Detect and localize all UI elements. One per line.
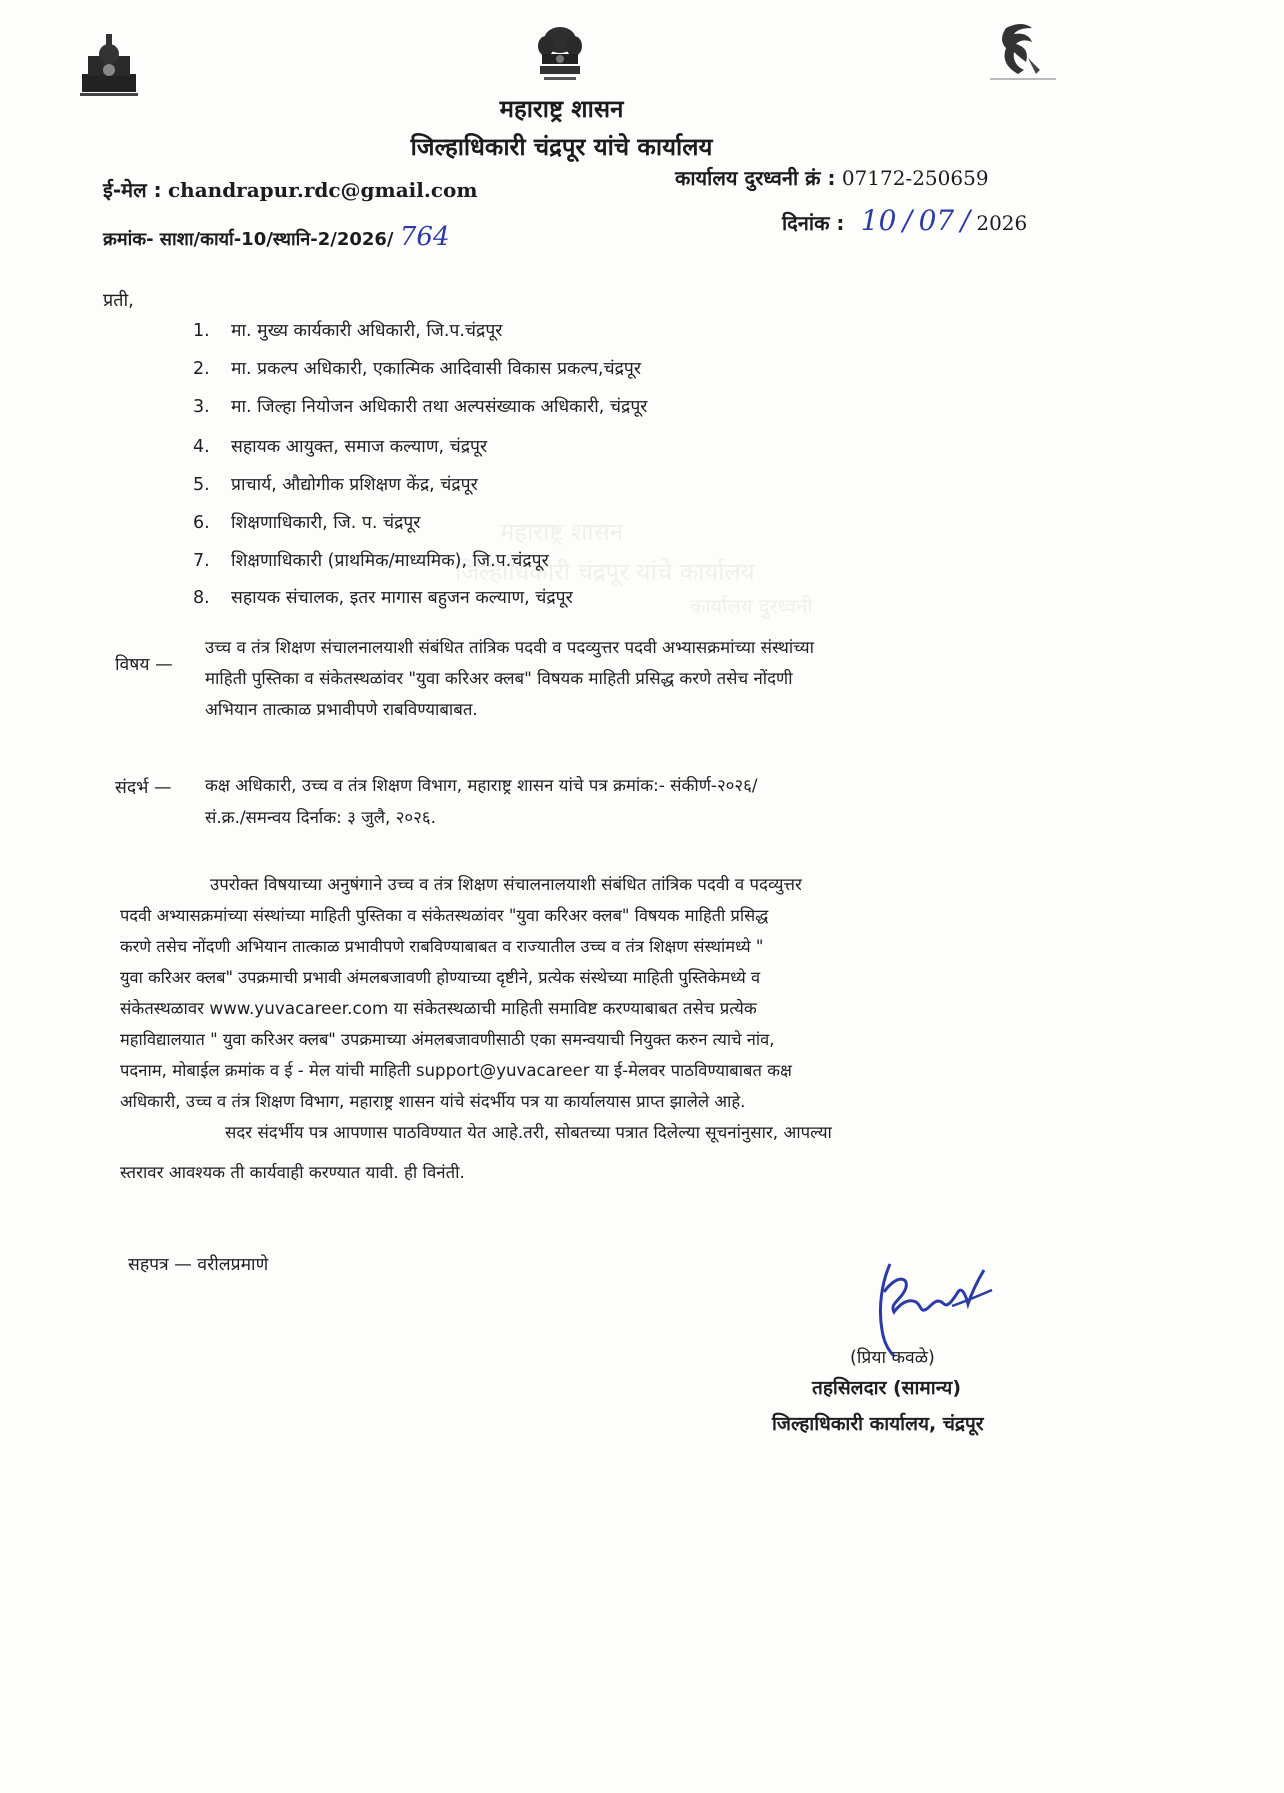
phone-value: 07172-250659 bbox=[841, 166, 989, 190]
body-line: स्तरावर आवश्यक ती कार्यवाही करण्यात यावी. ही विनंती. bbox=[120, 1162, 465, 1182]
recipient-item bbox=[193, 510, 420, 534]
bleed-through-text: कार्यालय दुरध्वनी bbox=[690, 594, 813, 618]
recipient-text: शिक्षणाधिकारी (प्राथमिक/माध्यमिक), जि.प.चंद्रपूर bbox=[231, 551, 549, 571]
government-name: महाराष्ट्र शासन bbox=[499, 95, 624, 123]
ashoka-emblem-logo bbox=[532, 24, 588, 88]
revenue-department-logo bbox=[988, 18, 1058, 92]
date-line bbox=[782, 204, 1027, 237]
subject-line: अभियान तात्काळ प्रभावीपणे राबविण्याबाबत. bbox=[205, 699, 478, 719]
body-line: सदर संदर्भीय पत्र आपणास पाठविण्यात येत आहे.तरी, सोबतच्या पत्रात दिलेल्या सूचनांनुसार, आपल्या bbox=[225, 1122, 832, 1142]
body-line: संकेतस्थळावर www.yuvacareer.com या संकेतस्थळाची माहिती समाविष्ट करण्याबाबत तसेच प्रत्येक bbox=[120, 998, 757, 1018]
bleed-through-text: महाराष्ट्र शासन bbox=[500, 518, 624, 546]
recipient-number: 8. bbox=[193, 588, 210, 608]
subject-line: माहिती पुस्तिका व संकेतस्थळांवर "युवा करिअर क्लब" विषयक माहिती प्रसिद्ध करणे तसेच नोंदणी bbox=[205, 668, 793, 688]
handwritten-date-month: 07 bbox=[918, 204, 955, 237]
handwritten-date-day: 10 bbox=[860, 204, 897, 237]
email-line bbox=[103, 176, 478, 203]
recipient-item bbox=[193, 394, 647, 418]
to-label: प्रती, bbox=[103, 290, 134, 311]
recipient-number: 5. bbox=[193, 475, 210, 495]
recipient-number: 2. bbox=[193, 359, 210, 379]
recipient-number: 6. bbox=[193, 513, 210, 533]
email-label: ई-मेल : bbox=[103, 178, 162, 202]
recipient-item bbox=[193, 548, 549, 572]
body-line: पदवी अभ्यासक्रमांच्या संस्थांच्या माहिती पुस्तिका व संकेतस्थळांवर "युवा करिअर क्लब" विषयक माहिती प्रसिद्ध bbox=[120, 906, 769, 925]
enclosure-note: सहपत्र — वरीलप्रमाणे bbox=[128, 1255, 269, 1275]
handwritten-reference-number: 764 bbox=[399, 222, 450, 252]
recipient-text: मा. मुख्य कार्यकारी अधिकारी, जि.प.चंद्रपूर bbox=[231, 321, 503, 341]
recipient-item bbox=[193, 356, 641, 380]
reference-label: संदर्भ — bbox=[115, 778, 172, 798]
recipient-text: प्राचार्य, औद्योगीक प्रशिक्षण केंद्र, चंद्रपूर bbox=[231, 475, 478, 495]
recipient-item bbox=[193, 585, 573, 609]
recipient-text: मा. जिल्हा नियोजन अधिकारी तथा अल्पसंख्याक अधिकारी, चंद्रपूर bbox=[231, 397, 648, 417]
body-line: अधिकारी, उच्च व तंत्र शिक्षण विभाग, महाराष्ट्र शासन यांचे संदर्भीय पत्र या कार्यालयास प्राप्त झालेले आहे. bbox=[120, 1092, 746, 1111]
reference-number-line bbox=[103, 222, 450, 252]
date-label: दिनांक : bbox=[782, 211, 845, 235]
bleed-through-text: जिल्हाधिकारी चंद्रपूर यांचे कार्यालय bbox=[455, 558, 755, 586]
office-name: जिल्हाधिकारी चंद्रपूर यांचे कार्यालय bbox=[410, 133, 713, 161]
recipient-number: 3. bbox=[193, 397, 210, 417]
reference-line: सं.क्र./समन्वय दिर्नाक: ३ जुलै, २०२६. bbox=[205, 807, 436, 827]
signatory-office: जिल्हाधिकारी कार्यालय, चंद्रपूर bbox=[772, 1413, 984, 1435]
email-value: chandrapur.rdc@gmail.com bbox=[167, 178, 478, 202]
recipient-number: 4. bbox=[193, 437, 210, 457]
body-line: महाविद्यालयात " युवा करिअर क्लब" उपक्रमाच्या अंमलबजावणीसाठी एका समन्वयाची नियुक्त करुन त्याचे नांव, bbox=[120, 1030, 775, 1049]
recipient-number: 7. bbox=[193, 551, 210, 571]
recipient-text: मा. प्रकल्प अधिकारी, एकात्मिक आदिवासी विकास प्रकल्प,चंद्रपूर bbox=[231, 359, 641, 379]
recipient-text: सहायक आयुक्त, समाज कल्याण, चंद्रपूर bbox=[231, 437, 488, 457]
recipient-item bbox=[193, 318, 502, 342]
subject-line: उच्च व तंत्र शिक्षण संचालनालयाशी संबंधित तांत्रिक पदवी व पदव्युत्तर पदवी अभ्यासक्रमांच्या संस्थांच्या bbox=[205, 637, 814, 657]
recipient-text: सहायक संचालक, इतर मागास बहुजन कल्याण, चंद्रपूर bbox=[231, 588, 573, 608]
phone-label: कार्यालय दुरध्वनी क्रं : bbox=[675, 166, 836, 190]
subject-label: विषय — bbox=[115, 655, 173, 675]
body-line: करणे तसेच नोंदणी अभियान तात्काळ प्रभावीपणे राबविण्याबाबत व राज्यातील उच्च व तंत्र शिक्षण संस्थांमध्ये " bbox=[120, 937, 764, 956]
phone-line bbox=[675, 164, 989, 191]
date-separator: / bbox=[902, 204, 913, 237]
signatory-name: (प्रिया कवळे) bbox=[850, 1348, 935, 1368]
date-separator: / bbox=[960, 204, 970, 237]
reference-number-label: क्रमांक- साशा/कार्या-10/स्थानि-2/2026/ bbox=[103, 229, 394, 250]
body-line: युवा करिअर क्लब" उपक्रमाची प्रभावी अंमलबजावणी होण्याच्या दृष्टीने, प्रत्येक संस्थेच्या माहिती पुस्तिकेमध्ये व bbox=[120, 968, 761, 987]
body-line: उपरोक्त विषयाच्या अनुषंगाने उच्च व तंत्र शिक्षण संचालनालयाशी संबंधित तांत्रिक पदवी व पदव्युत्तर bbox=[210, 874, 802, 894]
body-line: पदनाम, मोबाईल क्रमांक व ई - मेल यांची माहिती support@yuvacareer या ई-मेलवर पाठविण्याबाबत कक्ष bbox=[120, 1061, 792, 1080]
recipient-item bbox=[193, 472, 478, 496]
recipient-text: शिक्षणाधिकारी, जि. प. चंद्रपूर bbox=[231, 513, 421, 533]
signatory-designation: तहसिलदार (सामान्य) bbox=[812, 1377, 962, 1399]
date-year: 2026 bbox=[976, 211, 1028, 235]
reference-line: कक्ष अधिकारी, उच्च व तंत्र शिक्षण विभाग, महाराष्ट्र शासन यांचे पत्र क्रमांक:- संकीर्ण-२०२६/ bbox=[205, 775, 758, 795]
recipient-number: 1. bbox=[193, 321, 210, 341]
recipient-item bbox=[193, 434, 487, 458]
